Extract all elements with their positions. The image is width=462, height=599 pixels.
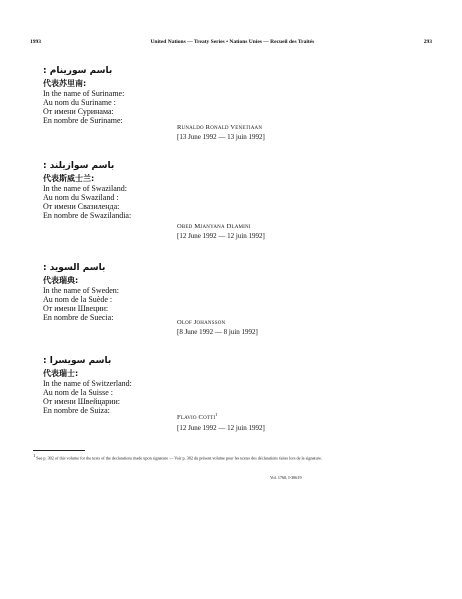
signature-date: [13 June 1992 — 13 juin 1992] <box>177 133 265 141</box>
footnote <box>33 453 428 461</box>
chinese-line: 代表瑞典: <box>43 276 79 285</box>
signer-name <box>177 317 225 326</box>
signature-date: [12 June 1992 — 12 juin 1992] <box>177 424 265 432</box>
page-number: 293 <box>423 39 432 45</box>
signature-block-sweden <box>43 257 423 336</box>
footnote-text: See p. 302 of this volume for the texts of the declarations made upon signature — Voir p. 302 du présent volume pour les textes des déclarations faites lors de la signature. <box>35 455 322 461</box>
signer-name-text: Olof Johansson <box>177 319 226 327</box>
chinese-line: 代表苏里南: <box>43 79 87 88</box>
french-line: Au nom du Swaziland : <box>43 193 119 202</box>
signature-block-switzerland <box>43 350 423 432</box>
signer-name-text: Runaldo Ronald Venetiaan <box>177 124 263 132</box>
signer-name <box>177 221 251 230</box>
russian-line: От имени Суринама: <box>43 107 114 116</box>
signature-block-suriname <box>43 60 423 141</box>
signature-date: [8 June 1992 — 8 juin 1992] <box>177 328 258 336</box>
russian-line: От имени Свазиленда: <box>43 202 120 211</box>
french-line: Au nom de la Suède : <box>43 295 113 304</box>
signature-block-swaziland <box>43 155 423 240</box>
english-line: In the name of Sweden: <box>43 286 119 295</box>
signer-name <box>177 122 262 131</box>
french-line: Au nom de la Suisse : <box>43 388 113 397</box>
spanish-line: En nombre de Suecia: <box>43 313 114 322</box>
spanish-line: En nombre de Suiza: <box>43 406 110 415</box>
signer-name-text: Obed Mjanyana Dlamini <box>177 223 251 231</box>
footnote-marker: 1 <box>33 453 36 458</box>
signature-date: [12 June 1992 — 12 juin 1992] <box>177 232 265 240</box>
arabic-line: باسم سوازيلند : <box>43 161 115 171</box>
footnote-divider <box>33 450 85 451</box>
english-line: In the name of Switzerland: <box>43 379 132 388</box>
chinese-line: 代表瑞士: <box>43 369 79 378</box>
english-line: In the name of Swaziland: <box>43 184 127 193</box>
signer-name-text: Flavio Cotti <box>177 414 216 422</box>
russian-line: От имени Швеции: <box>43 304 109 313</box>
signer-footnote-mark: 1 <box>215 412 218 417</box>
spanish-line: En nombre de Swazilandia: <box>43 211 132 220</box>
chinese-line: 代表斯威士兰: <box>43 174 95 183</box>
volume-reference: Vol. 1760, I-30619 <box>270 475 302 480</box>
french-line: Au nom du Suriname : <box>43 98 116 107</box>
arabic-line: باسم السويد : <box>43 263 106 273</box>
spanish-line: En nombre de Suriname: <box>43 116 123 125</box>
russian-line: От имени Швейцарии: <box>43 397 120 406</box>
signer-name <box>177 412 218 421</box>
arabic-line: باسم سورينام : <box>43 66 113 76</box>
arabic-line: باسم سويسرا : <box>43 356 112 366</box>
english-line: In the name of Suriname: <box>43 89 125 98</box>
page-year: 1993 <box>30 39 41 45</box>
series-title: United Nations — Treaty Series • Nations Unies — Recueil des Traités <box>150 39 315 45</box>
page-header <box>30 39 432 45</box>
